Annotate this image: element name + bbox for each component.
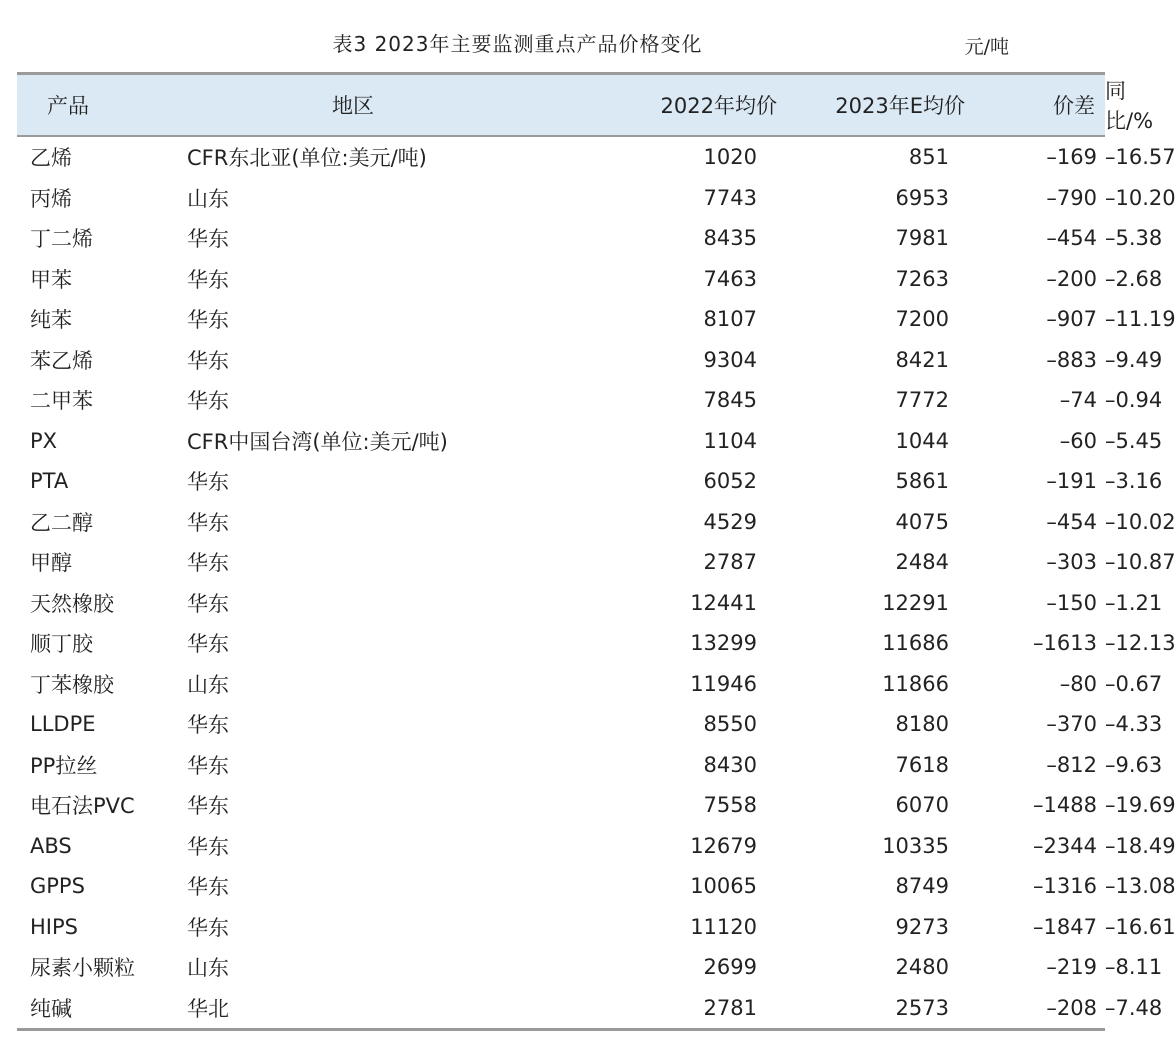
cell-product: PP拉丝	[30, 753, 98, 778]
cell-diff: –200	[1046, 266, 1097, 291]
cell-region: 华东	[187, 227, 229, 252]
table-row: 纯碱 华北 2781 2573 –208 –7.48	[17, 988, 1105, 1030]
cell-diff: –1488	[1033, 793, 1097, 818]
cell-product: HIPS	[30, 914, 78, 939]
cell-price-2022: 7743	[703, 185, 757, 210]
cell-diff: –74	[1059, 388, 1097, 413]
cell-price-2022: 11120	[690, 914, 757, 939]
cell-diff: –150	[1046, 590, 1097, 615]
cell-price-2023: 5861	[895, 469, 949, 494]
cell-region: 华东	[187, 389, 229, 414]
cell-price-2023: 851	[908, 145, 949, 170]
table-row: 乙二醇 华东 4529 4075 –454 –10.02	[17, 502, 1105, 543]
cell-price-2023: 1044	[895, 428, 949, 453]
cell-diff: –80	[1059, 671, 1097, 696]
cell-region: 华东	[187, 591, 229, 616]
cell-price-2022: 8550	[703, 712, 757, 737]
unit-label: 元/吨	[964, 36, 1009, 58]
cell-region: 华东	[187, 348, 229, 373]
cell-product: ABS	[30, 833, 72, 858]
cell-region: 华东	[187, 834, 229, 859]
cell-product: GPPS	[30, 874, 85, 899]
cell-price-2023: 6070	[895, 793, 949, 818]
table-row: LLDPE 华东 8550 8180 –370 –4.33	[17, 704, 1105, 745]
cell-region: 华东	[187, 510, 229, 535]
cell-price-2022: 2781	[632, 988, 785, 1030]
cell-product: 丁二烯	[30, 227, 93, 252]
cell-product: 甲醇	[30, 551, 72, 576]
table-row: PTA 华东 6052 5861 –191 –3.16	[17, 461, 1105, 502]
header-row: 产品 地区 2022年均价 2023年E均价 价差 同比/%	[17, 74, 1105, 137]
cell-price-2023: 10335	[882, 833, 949, 858]
cell-price-2022: 2787	[703, 550, 757, 575]
cell-region: 山东	[187, 672, 229, 697]
cell-region: 华东	[187, 915, 229, 940]
cell-price-2022: 11946	[690, 671, 757, 696]
cell-product: 丙烯	[30, 186, 72, 211]
cell-price-2023: 11866	[882, 671, 949, 696]
cell-region: 山东	[187, 186, 229, 211]
table-row: 苯乙烯 华东 9304 8421 –883 –9.49	[17, 340, 1105, 381]
header-product: 产品	[17, 74, 187, 137]
cell-price-2023: 7981	[895, 226, 949, 251]
cell-diff: –883	[1046, 347, 1097, 372]
cell-diff: –1613	[1033, 631, 1097, 656]
cell-diff: –2344	[1033, 833, 1097, 858]
table-row: 甲醇 华东 2787 2484 –303 –10.87	[17, 542, 1105, 583]
header-region: 地区	[187, 74, 632, 137]
cell-price-2023: 7618	[895, 752, 949, 777]
cell-region: 华东	[187, 713, 229, 738]
cell-diff: –370	[1046, 712, 1097, 737]
table-row: 丁二烯 华东 8435 7981 –454 –5.38	[17, 218, 1105, 259]
cell-product: 纯碱	[17, 988, 187, 1030]
cell-diff: –303	[1046, 550, 1097, 575]
cell-product: 苯乙烯	[30, 348, 93, 373]
cell-product: 乙烯	[30, 146, 72, 171]
cell-region: 华东	[187, 267, 229, 292]
cell-region: 华东	[187, 875, 229, 900]
cell-region: 华东	[187, 632, 229, 657]
cell-price-2022: 2699	[703, 955, 757, 980]
cell-price-2022: 12441	[690, 590, 757, 615]
table-row: GPPS 华东 10065 8749 –1316 –13.08	[17, 866, 1105, 907]
cell-diff: –219	[1046, 955, 1097, 980]
cell-region: CFR东北亚(单位:美元/吨)	[187, 146, 427, 171]
cell-price-2022: 12679	[690, 833, 757, 858]
cell-diff: –191	[1046, 469, 1097, 494]
cell-price-2022: 4529	[703, 509, 757, 534]
table-row: ABS 华东 12679 10335 –2344 –18.49	[17, 826, 1105, 867]
table-title: 表3 2023年主要监测重点产品价格变化	[332, 32, 703, 56]
cell-price-2023: 8180	[895, 712, 949, 737]
cell-diff: –169	[1046, 145, 1097, 170]
cell-price-2023: 12291	[882, 590, 949, 615]
cell-price-2022: 8107	[703, 307, 757, 332]
table-body	[17, 136, 1176, 1030]
cell-price-2023: 2573	[785, 988, 977, 1030]
cell-price-2023: 7200	[895, 307, 949, 332]
cell-price-2022: 13299	[690, 631, 757, 656]
cell-price-2022: 8435	[703, 226, 757, 251]
cell-diff: –1316	[1033, 874, 1097, 899]
cell-price-2023: 7263	[895, 266, 949, 291]
cell-price-2023: 4075	[895, 509, 949, 534]
cell-price-2023: 6953	[895, 185, 949, 210]
cell-price-2022: 7845	[703, 388, 757, 413]
cell-region: CFR中国台湾(单位:美元/吨)	[187, 429, 448, 454]
table-row: 纯苯 华东 8107 7200 –907 –11.19	[17, 299, 1105, 340]
cell-region: 华北	[187, 988, 632, 1030]
table-row: HIPS 华东 11120 9273 –1847 –16.61	[17, 907, 1105, 948]
price-table	[17, 72, 1176, 1031]
cell-product: 尿素小颗粒	[30, 956, 135, 981]
cell-product: PTA	[30, 469, 69, 494]
cell-product: 丁苯橡胶	[30, 672, 114, 697]
cell-price-2022: 7463	[703, 266, 757, 291]
cell-diff: –60	[1059, 428, 1097, 453]
table-row: 丙烯 山东 7743 6953 –790 –10.20	[17, 178, 1105, 219]
cell-diff: –812	[1046, 752, 1097, 777]
cell-price-2022: 7558	[703, 793, 757, 818]
cell-diff: –1847	[1033, 914, 1097, 939]
table-row: PX CFR中国台湾(单位:美元/吨) 1104 1044 –60 –5.45	[17, 421, 1105, 462]
cell-product: PX	[30, 428, 58, 453]
cell-price-2022: 9304	[703, 347, 757, 372]
cell-price-2022: 1020	[703, 145, 757, 170]
table-row: PP拉丝 华东 8430 7618 –812 –9.63	[17, 745, 1105, 786]
cell-price-2022: 10065	[690, 874, 757, 899]
cell-product: 天然橡胶	[30, 591, 114, 616]
cell-diff: –907	[1046, 307, 1097, 332]
cell-product: 二甲苯	[30, 389, 93, 414]
cell-region: 华东	[187, 308, 229, 333]
cell-price-2023: 2480	[895, 955, 949, 980]
cell-region: 山东	[187, 956, 229, 981]
table-row: 乙烯 CFR东北亚(单位:美元/吨) 1020 851 –169 –16.57	[17, 136, 1105, 178]
cell-price-2023: 2484	[895, 550, 949, 575]
cell-product: LLDPE	[30, 712, 96, 737]
cell-diff: –454	[1046, 509, 1097, 534]
table-row: 丁苯橡胶 山东 11946 11866 –80 –0.67	[17, 664, 1105, 705]
cell-price-2023: 9273	[895, 914, 949, 939]
cell-price-2023: 11686	[882, 631, 949, 656]
table-row: 甲苯 华东 7463 7263 –200 –2.68	[17, 259, 1105, 300]
header-price-2023: 2023年E均价	[785, 74, 977, 137]
header-diff: 价差	[977, 74, 1105, 137]
cell-price-2023: 7772	[895, 388, 949, 413]
table-row: 天然橡胶 华东 12441 12291 –150 –1.21	[17, 583, 1105, 624]
cell-product: 顺丁胶	[30, 632, 93, 657]
cell-price-2023: 8749	[895, 874, 949, 899]
header-price-2022: 2022年均价	[632, 74, 785, 137]
cell-region: 华东	[187, 794, 229, 819]
cell-product: 乙二醇	[30, 510, 93, 535]
cell-price-2022: 1104	[703, 428, 757, 453]
cell-region: 华东	[187, 551, 229, 576]
cell-region: 华东	[187, 470, 229, 495]
cell-price-2023: 8421	[895, 347, 949, 372]
cell-product: 甲苯	[30, 267, 72, 292]
table-row: 顺丁胶 华东 13299 11686 –1613 –12.13	[17, 623, 1105, 664]
cell-product: 纯苯	[30, 308, 72, 333]
cell-price-2022: 6052	[703, 469, 757, 494]
table-row: 尿素小颗粒 山东 2699 2480 –219 –8.11	[17, 947, 1105, 988]
cell-diff: –208	[977, 988, 1105, 1030]
table-row: 二甲苯 华东 7845 7772 –74 –0.94	[17, 380, 1105, 421]
cell-region: 华东	[187, 753, 229, 778]
cell-product: 电石法PVC	[30, 794, 135, 819]
cell-price-2022: 8430	[703, 752, 757, 777]
cell-diff: –790	[1046, 185, 1097, 210]
cell-diff: –454	[1046, 226, 1097, 251]
table-row: 电石法PVC 华东 7558 6070 –1488 –19.69	[17, 785, 1105, 826]
